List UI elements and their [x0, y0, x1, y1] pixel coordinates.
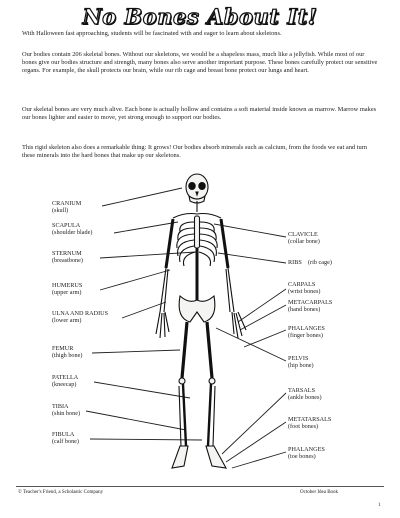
label-name: SCAPULA: [52, 222, 81, 229]
label-sub: (finger bones): [288, 332, 323, 340]
label-sub: (foot bones): [288, 423, 319, 431]
label-name: FIBULA: [52, 431, 75, 438]
footer-copyright: © Teacher's Friend, a Scholastic Company: [18, 490, 104, 495]
label-name: ULNA AND RADIUS: [52, 310, 109, 317]
label-ribs-sub: (rib cage): [308, 259, 332, 266]
label-name: HUMERUS: [52, 282, 83, 289]
label-phalanges-toes: [288, 446, 325, 461]
label-sub: (wrist bones): [288, 288, 321, 296]
label-sub: (thigh bone): [52, 352, 83, 360]
intro-paragraph: With Halloween fast approaching, students will be fascinated with and eager to learn about skeletons.: [22, 30, 282, 37]
label-sub: (ankle bones): [288, 394, 322, 402]
label-name: PATELLA: [52, 374, 79, 381]
label-clavicle: [288, 231, 320, 246]
label-name: PHALANGES: [288, 325, 325, 332]
skeleton-bones: [156, 174, 246, 468]
label-phalanges-fingers: [288, 325, 325, 340]
label-tibia: [52, 403, 80, 418]
label-sub: (toe bones): [288, 453, 316, 461]
body-paragraph: Our bodies contain 206 skeletal bones. Without our skeletons, we would be a shapeless mass, much like a jellyfish. While most of our bones give our bodies structure and strength, many bones also serve another important purpose. These bones carefully protect our sensitive organs. For example, the skull protects our brain, while our rib cage and breast bone protect our lungs and heart.: [22, 51, 378, 75]
label-name: TIBIA: [52, 403, 69, 410]
label-sub: (hip bone): [288, 362, 314, 370]
label-name: CLAVICLE: [288, 231, 318, 238]
label-name: TARSALS: [288, 387, 316, 394]
label-ribs: [288, 259, 302, 266]
label-sub: (hand bones): [288, 306, 321, 314]
label-sub: (lower arm): [52, 317, 82, 325]
label-sub: (shoulder blade): [52, 229, 93, 237]
label-name: CARPALS: [288, 281, 316, 288]
label-ulna-radius: [52, 310, 108, 325]
label-name: METATARSALS: [288, 416, 332, 423]
label-name: PELVIS: [288, 355, 309, 362]
label-carpals: [288, 281, 320, 296]
label-sub: (shin bone): [52, 410, 81, 418]
label-name: RIBS: [288, 259, 302, 266]
body-paragraph: Our skeletal bones are very much alive. Each bone is actually hollow and contains a soft material inside known as marrow. Marrow makes our bones lighter and easier to move, yet strong enough to support our bodies.: [22, 106, 377, 122]
page-title: No Bones About It!: [82, 4, 318, 29]
label-sub: (skull): [52, 207, 69, 215]
label-scapula: [52, 222, 92, 237]
page-number: 1: [378, 503, 381, 508]
label-name: PHALANGES: [288, 446, 325, 453]
label-name: STERNUM: [52, 250, 82, 257]
label-pelvis: [288, 355, 314, 370]
label-name: CRANIUM: [52, 200, 82, 207]
label-femur: [52, 345, 82, 360]
label-sub: (calf bone): [52, 438, 79, 446]
footer-book-title: October Idea Book: [300, 490, 339, 495]
label-sternum: [52, 250, 83, 265]
label-humerus: [52, 282, 82, 297]
label-metatarsals: [288, 416, 331, 431]
label-name: METACARPALS: [288, 299, 333, 306]
body-paragraph: This rigid skeleton also does a remarkable thing: It grows! Our bodies absorb minerals such as calcium, from the foods we eat and turn these minerals into the hard bones that make up our skeletons.: [22, 144, 368, 160]
label-patella: [52, 374, 78, 389]
label-name: FEMUR: [52, 345, 74, 352]
footer-divider: [16, 486, 384, 487]
label-sub: (breastbone): [52, 257, 83, 265]
label-sub: (kneecap): [52, 381, 77, 389]
label-cranium: [52, 200, 81, 215]
label-sub: (collar bone): [288, 238, 320, 246]
label-sub: (upper arm): [52, 289, 82, 297]
label-tarsals: [288, 387, 322, 402]
label-fibula: [52, 431, 79, 446]
label-metacarpals: [288, 299, 332, 314]
